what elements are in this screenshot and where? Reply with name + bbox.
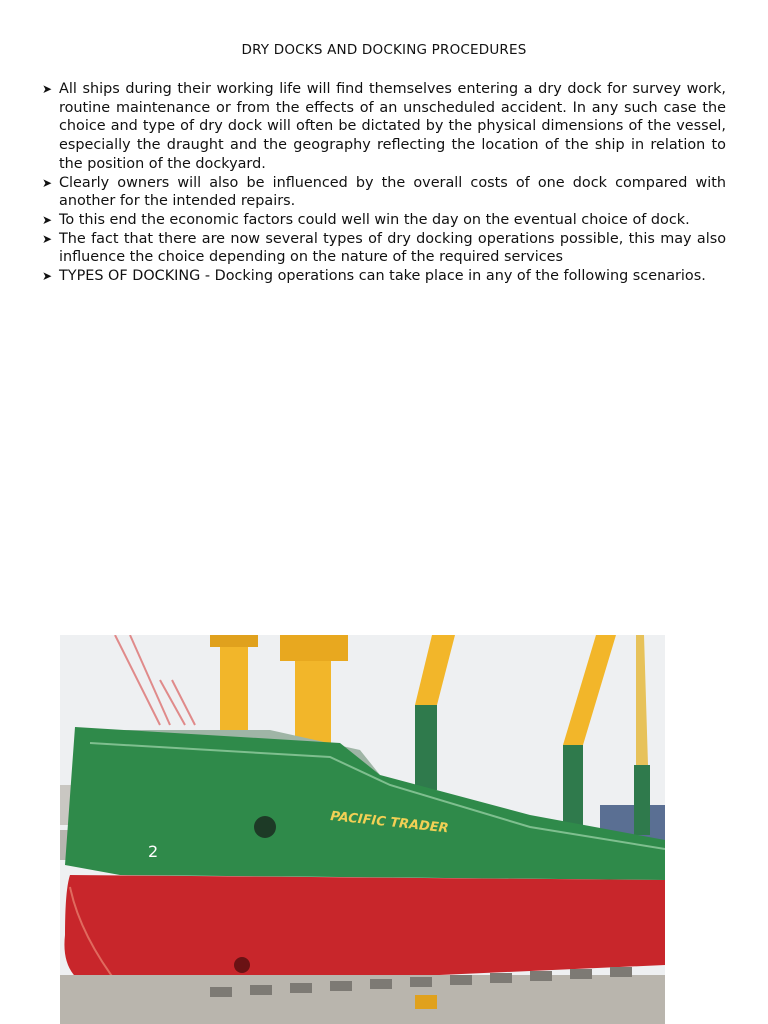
bullet-text: All ships during their working life will find themselves entering a dry dock for survey work, routine maintenance or from the effects of an unscheduled accident. In any such case the choice and type of dry dock will often be dictated by the physical dimensions of the vessel, especially the draught and the geography reflecting the location of the ship in relation to the position of the dockyard. — [59, 81, 726, 172]
ship-illustration — [60, 635, 665, 1024]
arrow-bullet-icon: ➤ — [42, 231, 53, 246]
dock-floor — [60, 975, 665, 1024]
arrow-bullet-icon: ➤ — [42, 82, 53, 96]
bullet-item — [40, 80, 726, 174]
arrow-bullet-icon: ➤ — [42, 269, 53, 284]
bullet-text: The fact that there are now several types of dry docking operations possible, this may also influence the choice depending on the nature of the required services — [59, 230, 726, 266]
arrow-bullet-icon: ➤ — [42, 212, 53, 227]
bullet-text: TYPES OF DOCKING - Docking operations can take place in any of the following scenarios. — [59, 268, 706, 285]
bullet-item — [40, 267, 726, 286]
bow-number-label: 2 — [148, 842, 159, 861]
bullet-text: Clearly owners will also be influenced by the overall costs of one dock compared with another for the intended repairs. — [59, 174, 726, 210]
ship-name-label: PACIFIC TRADER — [329, 809, 450, 837]
bullet-item — [40, 174, 726, 211]
dockside-vehicle — [415, 995, 437, 1009]
bow-thruster-opening — [234, 957, 250, 973]
ship-in-dry-dock-photo — [60, 635, 665, 1024]
bullet-item — [40, 230, 726, 267]
arrow-bullet-icon: ➤ — [42, 175, 53, 190]
bullet-text: To this end the economic factors could well win the day on the eventual choice of dock. — [59, 211, 690, 228]
bullet-item — [40, 211, 726, 230]
bullet-list — [40, 80, 726, 286]
anchor-pocket — [254, 816, 276, 838]
page-title: DRY DOCKS AND DOCKING PROCEDURES — [241, 42, 527, 58]
